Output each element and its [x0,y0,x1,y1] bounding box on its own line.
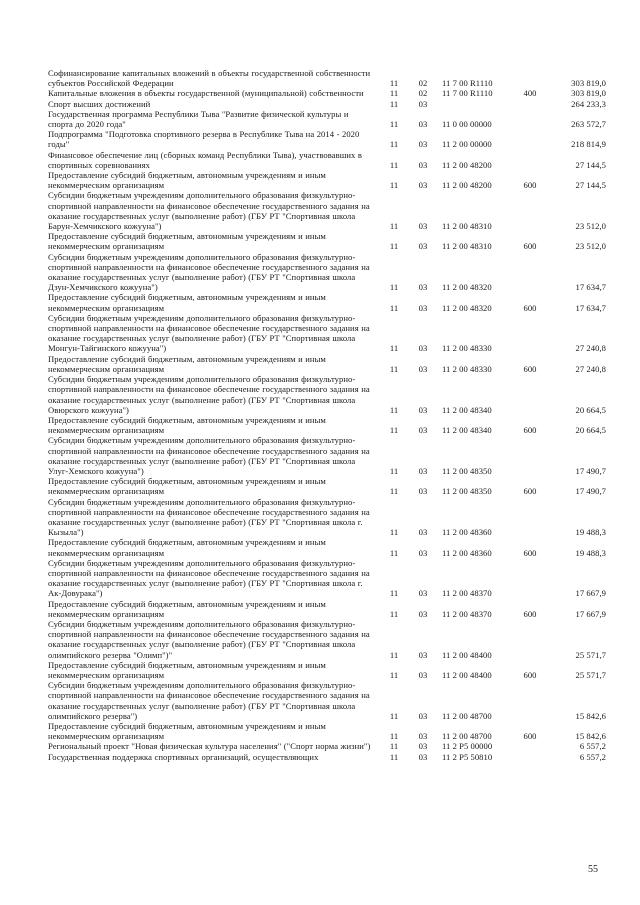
row-target-article-code: 11 2 00 48200 [442,180,492,191]
row-subsection-code: 03 [418,710,428,721]
row-name: Предоставление субсидий бюджетным, автономным учреждениям и иным некоммерческим организациям [48,170,326,191]
table-row [48,374,608,415]
table-row [48,313,608,354]
row-amount: 17 667,9 [575,608,606,619]
table-row [48,537,608,557]
row-amount: 23 512,0 [575,241,606,252]
table-row [48,109,608,129]
row-amount: 27 240,8 [575,343,606,354]
row-name: Подпрограмма "Подготовка спортивного резерва в Республике Тыва на 2014 - 2020 годы" [48,129,360,150]
row-subsection-code: 03 [418,751,428,762]
row-expense-type-code [514,129,546,149]
row-amount: 17 490,7 [575,486,606,497]
row-subsection-code: 03 [418,139,428,150]
row-target-article-code: 11 2 00 48310 [442,221,492,232]
row-amount: 6 557,2 [579,751,606,762]
row-target-article-code: 11 2 00 48400 [442,669,492,680]
table-row [48,292,608,312]
table-row [48,741,608,751]
row-amount: 17 634,7 [575,302,606,313]
row-target-article-code: 11 2 00 48400 [442,649,492,660]
row-name: Субсидии бюджетным учреждениям дополнительного образования физкультурно-спортивной направленности на финансовое обеспечение государственного задания на оказание государственных услуг (выполнение работ) (ГБУ РТ "Спортивная школа г. Кызыла") [48,496,370,538]
row-section-code: 11 [389,180,399,191]
row-subsection-code: 03 [418,486,428,497]
row-section-code: 11 [389,486,399,497]
table-row [48,435,608,476]
row-section-code: 11 [389,159,399,170]
row-subsection-code: 03 [418,119,428,130]
row-section-code: 11 [389,139,399,150]
row-expense-type-code [514,109,546,129]
row-section-code: 11 [389,465,399,476]
table-row [48,619,608,660]
row-section-code: 11 [389,119,399,130]
row-subsection-code: 03 [418,527,428,538]
table-row [48,99,608,109]
row-subsection-code: 03 [418,465,428,476]
table-row [48,558,608,599]
row-name: Предоставление субсидий бюджетным, автономным учреждениям и иным некоммерческим организациям [48,414,326,436]
row-amount: 17 490,7 [575,465,606,476]
row-expense-type-code: 600 [523,731,537,742]
row-subsection-code: 03 [418,588,428,599]
row-name: Государственная поддержка спортивных организаций, осуществляющих [48,751,319,762]
row-name: Региональный проект "Новая физическая культура населения" ("Спорт норма жизни") [48,741,371,752]
row-target-article-code: 11 2 00 48700 [442,731,492,742]
row-subsection-code: 03 [418,363,428,374]
row-expense-type-code: 600 [523,669,537,680]
row-target-article-code: 11 2 00 48350 [442,465,492,476]
row-expense-type-code [514,99,546,109]
row-section-code: 11 [389,282,399,293]
row-expense-type-code [514,558,546,599]
row-section-code: 11 [389,78,399,89]
row-expense-type-code [514,435,546,476]
row-expense-type-code [514,190,546,231]
row-amount: 23 512,0 [575,221,606,232]
row-target-article-code: 11 2 00 48360 [442,547,492,558]
row-name: Субсидии бюджетным учреждениям дополнительного образования физкультурно-спортивной направленности на финансовое обеспечение государственного задания на оказание государственных услуг (выполнение работ) (ГБУ РТ "Спортивная школа олимпийского резерва") [48,680,370,721]
row-target-article-code: 11 0 00 00000 [442,119,492,130]
row-expense-type-code: 600 [523,608,537,619]
table-row [48,252,608,293]
row-subsection-code: 03 [418,241,428,252]
row-expense-type-code: 600 [523,425,537,436]
row-name: Капитальные вложения в объекты государственной (муниципальной) собственности [48,88,364,99]
row-name: Финансовое обеспечение лиц (сборных команд Республики Тыва), участвовавших в спортивных соревнованиях [48,149,362,170]
row-target-article-code: 11 2 00 48350 [442,486,492,497]
row-expense-type-code [514,150,546,170]
row-name: Предоставление субсидий бюджетным, автономным учреждениям и иным некоммерческим организациям [48,292,326,313]
row-name: Софинансирование капитальных вложений в объекты государственной собственности субъектов Российской Федерации [48,68,371,89]
row-target-article-code: 11 2 00 48310 [442,241,492,252]
row-target-article-code: 11 2 00 48370 [442,588,492,599]
page-number: 55 [588,864,598,875]
table-row [48,721,608,741]
row-subsection-code: 03 [418,649,428,660]
row-target-article-code: 11 2 00 48360 [442,527,492,538]
row-subsection-code: 03 [418,180,428,191]
row-name: Субсидии бюджетным учреждениям дополнительного образования физкультурно-спортивной направленности на финансовое обеспечение государственного задания на оказание государственных услуг (выполнение работ) (ГБУ РТ "Спортивная школа Дзун-Хемчикского кожууна") [48,251,370,293]
table-row [48,354,608,374]
row-section-code: 11 [389,710,399,721]
row-section-code: 11 [389,741,399,752]
row-section-code: 11 [389,649,399,660]
row-name: Субсидии бюджетным учреждениям дополнительного образования физкультурно-спортивной направленности на финансовое обеспечение государственного задания на оказание государственных услуг (выполнение работ) (ГБУ РТ "Спортивная школа г. Ак-Довурака") [48,557,370,599]
row-target-article-code: 11 2 00 48320 [442,302,492,313]
row-name: Спорт высших достижений [48,98,151,109]
table-row [48,497,608,538]
row-target-article-code: 11 7 00 R1110 [442,78,493,89]
row-section-code: 11 [389,302,399,313]
row-expense-type-code [514,752,546,762]
row-name: Субсидии бюджетным учреждениям дополнительного образования физкультурно-спортивной направленности на финансовое обеспечение государственного задания на оказание государственных услуг (выполнение работ) (ГБУ РТ "Спортивная школа Улуг-Хемского кожууна") [48,435,370,476]
table-row [48,752,608,762]
row-target-article-code: 11 2 00 48330 [442,363,492,374]
row-expense-type-code: 600 [523,547,537,558]
row-name: Предоставление субсидий бюджетным, автономным учреждениям и иным некоммерческим организациям [48,721,326,742]
row-amount: 19 488,3 [575,547,606,558]
table-row [48,68,608,88]
table-row [48,129,608,149]
table-row [48,150,608,170]
row-amount: 27 144,5 [575,180,606,191]
row-name: Предоставление субсидий бюджетным, автономным учреждениям и иным некоммерческим организациям [48,537,326,558]
row-name: Субсидии бюджетным учреждениям дополнительного образования физкультурно-спортивной направленности на финансовое обеспечение государственного задания на оказание государственных услуг (выполнение работ) (ГБУ РТ "Спортивная школа Монгун-Тайгинского кожууна") [48,312,370,354]
table-row [48,231,608,251]
row-subsection-code: 03 [418,404,428,415]
row-expense-type-code: 600 [523,180,537,191]
row-subsection-code: 03 [418,343,428,354]
row-target-article-code: 11 2 00 48340 [442,404,492,415]
row-amount: 20 664,5 [575,404,606,415]
table-row [48,170,608,190]
row-name: Государственная программа Республики Тыва "Развитие физической культуры и спорта до 2020 года" [48,108,349,130]
row-subsection-code: 03 [418,547,428,558]
row-subsection-code: 03 [418,221,428,232]
row-amount: 303 819,0 [571,78,606,89]
row-target-article-code: 11 2 00 48340 [442,425,492,436]
row-subsection-code: 03 [418,159,428,170]
row-amount: 218 814,9 [571,139,606,150]
row-target-article-code: 11 2 P5 00000 [442,741,493,752]
row-amount: 25 571,7 [575,669,606,680]
row-section-code: 11 [389,669,399,680]
row-section-code: 11 [389,343,399,354]
row-amount: 17 634,7 [575,282,606,293]
row-section-code: 11 [389,98,399,109]
row-target-article-code: 11 2 00 48200 [442,159,492,170]
row-section-code: 11 [389,608,399,619]
row-section-code: 11 [389,425,399,436]
row-section-code: 11 [389,588,399,599]
row-name: Субсидии бюджетным учреждениям дополнительного образования физкультурно-спортивной направленности на финансовое обеспечение государственного задания на оказание государственных услуг (выполнение работ) (ГБУ РТ "Спортивная школа Барун-Хемчикского кожууна") [48,190,370,232]
row-section-code: 11 [389,88,399,99]
row-amount: 15 842,6 [575,731,606,742]
table-row [48,190,608,231]
row-name: Предоставление субсидий бюджетным, автономным учреждениям и иным некоммерческим организациям [48,353,326,374]
budget-table-body [48,68,608,762]
table-row [48,680,608,721]
row-amount: 264 233,3 [571,98,606,109]
row-name: Субсидии бюджетным учреждениям дополнительного образования физкультурно-спортивной направленности на финансовое обеспечение государственного задания на оказание государственных услуг (выполнение работ) (ГБУ РТ "Спортивная школа олимпийского резерва "Олимп")" [48,618,370,660]
row-name: Предоставление субсидий бюджетным, автономным учреждениям и иным некоммерческим организациям [48,476,326,497]
row-subsection-code: 02 [418,88,428,99]
row-subsection-code: 03 [418,608,428,619]
row-expense-type-code [514,497,546,538]
row-amount: 303 819,0 [571,88,606,99]
row-expense-type-code: 600 [523,302,537,313]
row-subsection-code: 03 [418,741,428,752]
row-expense-type-code [514,680,546,721]
row-subsection-code: 02 [418,78,428,89]
row-target-article-code: 11 2 00 48700 [442,710,492,721]
row-subsection-code: 03 [418,302,428,313]
row-target-article-code: 11 2 00 48320 [442,282,492,293]
row-amount: 27 144,5 [575,159,606,170]
row-name: Предоставление субсидий бюджетным, автономным учреждениям и иным некоммерческим организациям [48,231,326,252]
row-amount: 6 557,2 [579,741,606,752]
row-expense-type-code [514,313,546,354]
row-expense-type-code: 600 [523,241,537,252]
row-expense-type-code [514,374,546,415]
table-row [48,599,608,619]
row-expense-type-code: 600 [523,486,537,497]
row-target-article-code [438,99,514,109]
row-section-code: 11 [389,363,399,374]
row-amount: 15 842,6 [575,710,606,721]
row-subsection-code: 03 [418,731,428,742]
row-amount: 263 572,7 [571,119,606,130]
row-amount: 20 664,5 [575,425,606,436]
row-amount: 27 240,8 [575,363,606,374]
row-expense-type-code [514,741,546,751]
row-expense-type-code [514,252,546,293]
row-subsection-code: 03 [418,425,428,436]
row-subsection-code: 03 [418,669,428,680]
row-target-article-code: 11 2 P5 50810 [442,751,493,762]
row-subsection-code: 03 [418,282,428,293]
row-expense-type-code [514,619,546,660]
row-target-article-code: 11 2 00 48370 [442,608,492,619]
row-amount: 19 488,3 [575,527,606,538]
row-section-code: 11 [389,751,399,762]
row-section-code: 11 [389,731,399,742]
row-target-article-code: 11 2 00 48330 [442,343,492,354]
row-subsection-code: 03 [418,98,428,109]
budget-allocation-table [48,68,608,762]
row-name: Предоставление субсидий бюджетным, автономным учреждениям и иным некоммерческим организациям [48,659,326,680]
table-row [48,476,608,496]
table-row [48,415,608,435]
row-expense-type-code: 600 [523,363,537,374]
row-target-article-code: 11 2 00 00000 [442,139,492,150]
row-amount: 25 571,7 [575,649,606,660]
row-section-code: 11 [389,547,399,558]
row-name: Субсидии бюджетным учреждениям дополнительного образования физкультурно-спортивной направленности на финансовое обеспечение государственного задания на оказание государственных услуг (выполнение работ) (ГБУ РТ "Спортивная школа Овюрского кожууна") [48,374,370,415]
row-section-code: 11 [389,221,399,232]
row-target-article-code: 11 7 00 R1110 [442,88,493,99]
table-row [48,88,608,98]
row-section-code: 11 [389,241,399,252]
row-name: Предоставление субсидий бюджетным, автономным учреждениям и иным некоммерческим организациям [48,598,326,619]
row-expense-type-code: 400 [523,88,537,99]
row-expense-type-code [514,68,546,88]
row-section-code: 11 [389,527,399,538]
row-section-code: 11 [389,404,399,415]
table-row [48,660,608,680]
row-amount: 17 667,9 [575,588,606,599]
